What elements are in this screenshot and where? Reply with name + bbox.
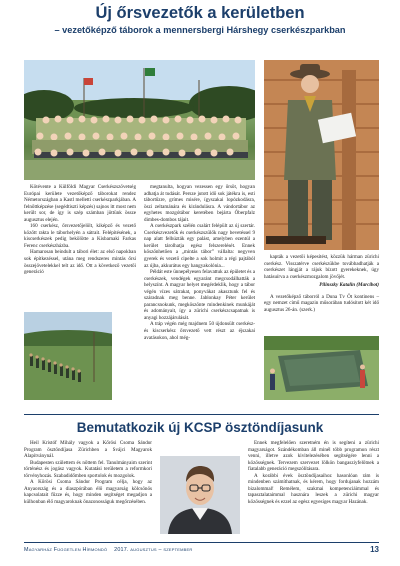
article-title: Bemutatkozik új KCSP ösztöndíjasunk [76, 420, 324, 435]
scout-leader-illustration [264, 60, 379, 250]
camp-ceremony-photo [24, 312, 112, 400]
paragraph: Példát este ünnepélyesen felavattuk az épületet és a cserkészek, vendégek egyaránt megcsodálhatták a helyszínt. A magyar helyet megérdeklik, hogy a tábor végén vízes sátrakat, ponyvákat akasztunk fel és száradnak meg benne. Jablonkay Péter kerület parancsnokunk, megköszönte mindenkinek munkáját és adományait, így a zürichi cserkészcsapatnak is anyagi hozzájárulását. [144, 269, 255, 321]
article-title: Új őrsvezetők a kerületben [95, 4, 305, 22]
camp-ceremony-illustration [24, 312, 112, 400]
tent-drying-photo [264, 336, 379, 400]
section-divider [24, 414, 379, 415]
article-subtitle: – vezetőképző táborok a mennersbergi Hárshegy cserkészparkban [54, 25, 346, 35]
paragraph: A korábbi évek ösztöndíjasaihoz hasonlóan rám is mindenben számíthatnak, és kérem, hogy fordujanak hozzám bizalommal! Remélem, szakmai kompetenciáimmal és tapasztalataimmal hasznára leszek a zürichi magyar közösségnek és ezzel az egész egyesíges magyar Hazának. [248, 472, 379, 505]
publication-name: Magyarház Független Hírmondó [24, 547, 108, 553]
page-footer [24, 545, 379, 555]
article1-column-3 [264, 254, 379, 313]
paragraph: Budapesten születtem és nőttem fel. Tanulmányaim szerint történész és jogász vagyok. Kutatási területem a reformkori törvényhozás. Szabadidőmben sportolok és mozgolok. [24, 459, 152, 479]
tent-drying-illustration [264, 336, 379, 400]
page-number: 13 [370, 545, 379, 554]
paragraph: A tráp végén még majdnem 50 újdonsült cserkész- és kiscserkész őrsvezető vett részt az éjszakai avatásokon, ahol még- [144, 321, 255, 341]
paragraph: A cserkészpark szélén csalárt felépült az új szertár. Cserkészvezetők és cserkészszülők nagy bevetéssel 9 nap alatt felhúzták egy palást, amelyben ezentúl a kerület tárolhatja egész felszerelését. Ennek köszönhetően a „mintás tábor” vállalta: negyven gyerek és vezető cipelte a sok holmit a régi pajtából az újba, akkurátus egy hangyakolónia... [144, 223, 255, 269]
paragraph: Kötévente a Külföldi Magyar Cserkészszövetség Európai kerülete vezetőképző táborokat rendez Németországban a Kastl melletti cserkészparkjában. A felnőttképzése (segédtiszti képzés) sajnos itt most nem került sor, de így is szép számban jöttünk össze augusztus elején. [24, 184, 136, 223]
article1-column-2 [144, 184, 255, 341]
footer-publication [24, 547, 193, 553]
article1-column-1 [24, 184, 136, 276]
paragraph: kapták a vezetői képesítést, közzük hárman zürichi cserkész. Visszatérve cserkészükbe továbbadhatják a cserkészet lángját a rájuk bízott gyerekeknek, úgy hatásuírva a cserkészmozgalom jövőjét. [264, 254, 379, 280]
group-photo-illustration [24, 60, 255, 180]
scout-leader-photo [264, 60, 379, 250]
paragraph: Hamarosan beindult a tábori élet: az első napokban sok építkezéssel, utána meg rendszeres mintás őrsi összejövetelekkel telt az idő. Ott a következő vezetői generáció [24, 249, 136, 276]
portrait-illustration [160, 456, 240, 534]
footer-divider [24, 542, 379, 543]
paragraph: A Kőrösi Csoma Sándor Program célja, hogy az Anyaország és a diaszpórában élő magyarság kölcsönös kapcsolatait fűzze és, hogy minden segítséget megadjon a külhonban élő magyaroknak önazonosságuk megőrzésében. [24, 479, 152, 505]
issue-date: 2017. augusztus – szeptember [114, 547, 193, 553]
paragraph: 160 cserkész, őrsvezetőjelölt, kiképző és vezető között rakta le táborhelyén a sátrait. Felépítésének, a kiscserkészek pedig bekölötte a Kisbarnaki Farkas Ferenc cserkészházba. [24, 223, 136, 249]
paragraph: megtanulta, hogyan vezessen egy őrsöt, hogyan adhatja át tudását. Persze jutott idő sok játékra is, esti tábortűzre, grímes misére, ígyszakai lopózkodásra, öszi zeltamánára és kirándulásra. A vándortábor az egyhetes mozgótábor keretében bejárta Óberpfalz dimbes-dombos tájait. [144, 184, 255, 223]
tv-caption: A vezetőképző táborról a Duna Tv Öt kontinens – egy nemzet című magazin műsorában tudósított két idő augusztus 26-án. (szerk.) [264, 293, 379, 313]
group-photo [24, 60, 255, 180]
article-credit: Pilinszky Katalin (Marcibot) [319, 282, 379, 289]
paragraph: Heil Kristóf Mihály vagyok a Kőrösi Csoma Sándor Program ösztöndíjasa Zürichben a Svájci Magyarok Alapítványnál. [24, 440, 152, 460]
portrait-photo [160, 456, 240, 534]
article2-column-1 [24, 440, 152, 505]
paragraph: Ennek megfelelően szeretném én is segíteni a zürichi magyarságot. Szándékomban áll minél több programon részt venni, illetve azok kivitelezésében segítségére lenni a közösségnek. Tervezem szervezet lölkön bangasziyfelőtnek a fiatalabb generáció megszólításara. [248, 440, 379, 473]
article2-column-2 [248, 440, 379, 505]
